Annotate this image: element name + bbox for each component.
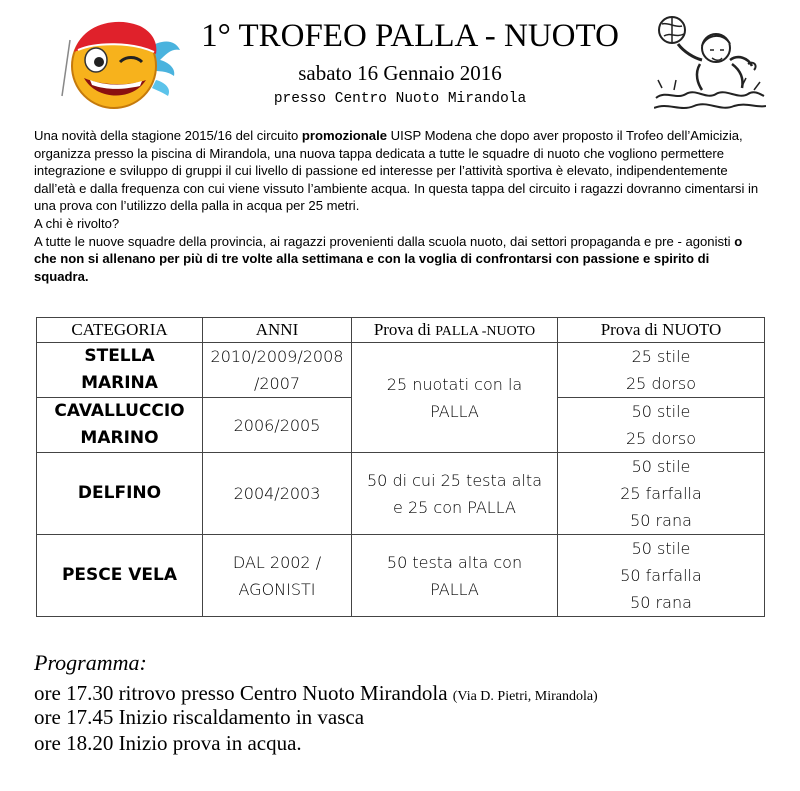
event-date: sabato 16 Gennaio 2016 bbox=[298, 61, 502, 85]
category-cell: DELFINO bbox=[37, 453, 203, 535]
ball-test-cell: 25 nuotati con la PALLA bbox=[352, 343, 558, 453]
intro-question: A chi è rivolto? bbox=[34, 215, 120, 231]
category-cell: CAVALLUCCIO MARINO bbox=[37, 398, 203, 453]
table-row bbox=[37, 343, 765, 398]
years-cell: 2004/2003 bbox=[203, 453, 352, 535]
table-row bbox=[37, 535, 765, 617]
table-row bbox=[37, 453, 765, 535]
winking-ball-logo bbox=[56, 10, 186, 112]
ball-test-cell: 50 di cui 25 testa alta e 25 con PALLA bbox=[352, 453, 558, 535]
years-cell: 2006/2005 bbox=[203, 398, 352, 453]
event-venue: presso Centro Nuoto Mirandola bbox=[273, 91, 527, 107]
header-prova-palla: Prova di PALLA -NUOTO bbox=[352, 318, 558, 343]
schedule-line-prova: ore 18.20 Inizio prova in acqua. bbox=[34, 731, 302, 755]
page-title: 1° TROFEO PALLA - NUOTO bbox=[201, 18, 619, 54]
swim-test-cell: 25 stile 25 dorso bbox=[558, 343, 765, 398]
swim-test-cell: 50 stile 50 farfalla 50 rana bbox=[558, 535, 765, 617]
header-prova-nuoto: Prova di NUOTO bbox=[558, 318, 765, 343]
schedule-line-ritrovo: ore 17.30 ritrovo presso Centro Nuoto Mirandola (Via D. Pietri, Mirandola) bbox=[34, 681, 598, 705]
category-cell: PESCE VELA bbox=[37, 535, 203, 617]
swim-test-cell: 50 stile 25 farfalla 50 rana bbox=[558, 453, 765, 535]
intro-paragraph-1: Una novità della stagione 2015/16 del circuito promozionale UISP Modena che dopo aver proposto il Trofeo dell’Amicizia, organizza presso la piscina di Mirandola, una nuova tappa dedicata a tutte le squadre di nuoto che vogliono permettere integrazione e sviluppo di gruppi il cui livello di passione ed interesse per l’attività sportiva è elevato, indipendentemente dall’età e dalla frequenza con cui viene vissuto l’ambiente acqua. In questa tappa del circuito i ragazzi dovranno cimentarsi in una prova con l’utilizzo della palla in acqua per 25 metri. bbox=[34, 128, 759, 214]
years-cell: DAL 2002 / AGONISTI bbox=[203, 535, 352, 617]
intro-text bbox=[34, 127, 764, 285]
header-categoria: CATEGORIA bbox=[37, 318, 203, 343]
water-polo-player-drawing bbox=[654, 8, 766, 116]
header-anni: ANNI bbox=[203, 318, 352, 343]
table-header-row bbox=[37, 318, 765, 343]
intro-paragraph-2: A tutte le nuove squadre della provincia, ai ragazzi provenienti dalla scuola nuoto, dai settori propaganda e pre - agonisti o che non si allenano per più di tre volte alla settimana e con la voglia di confrontarsi con passione e spirito di squadra. bbox=[34, 233, 743, 284]
ball-test-cell: 50 testa alta con PALLA bbox=[352, 535, 558, 617]
years-cell: 2010/2009/2008 /2007 bbox=[203, 343, 352, 398]
target-audience-bold: o che non si allenano per più di tre volte alla settimana e con la voglia di confrontarsi con passione e spirito di squadra. bbox=[34, 233, 743, 284]
category-cell: STELLA MARINA bbox=[37, 343, 203, 398]
categories-table bbox=[36, 317, 765, 617]
address-note: (Via D. Pietri, Mirandola) bbox=[452, 689, 598, 704]
swim-test-cell: 50 stile 25 dorso bbox=[558, 398, 765, 453]
promozionale-bold: promozionale bbox=[301, 128, 387, 143]
schedule-line-riscaldamento: ore 17.45 Inizio riscaldamento in vasca bbox=[34, 705, 365, 729]
programma-heading: Programma: bbox=[34, 650, 147, 675]
